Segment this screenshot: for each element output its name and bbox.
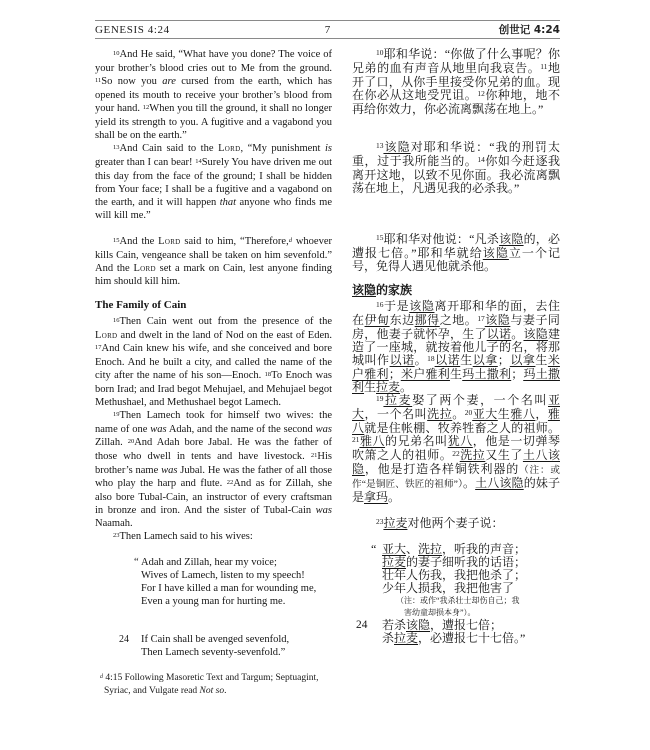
poetry-text: 拉麦的妻子细听我的话语； (382, 555, 527, 569)
proper-noun-underline: 挪得 (414, 313, 440, 327)
italic-text: are (162, 76, 176, 87)
proper-noun-underline: 雅八 (359, 434, 386, 448)
verse-number: 16 (376, 300, 384, 310)
section-heading: The Family of Cain (95, 299, 187, 311)
verse-number: 16 (113, 316, 120, 324)
poetry-line (95, 646, 332, 659)
verse-number: 22 (452, 449, 460, 459)
proper-noun-underline: 以拿 (472, 353, 498, 367)
verse-number: 20 (464, 408, 473, 418)
verse-number: 20 (127, 437, 135, 445)
hanging-quote: “ (371, 542, 377, 556)
poetry-line (95, 556, 332, 569)
italic-text: was (315, 424, 332, 435)
verse-number: 12 (142, 103, 150, 111)
two-column-text (95, 48, 560, 697)
proper-noun-underline: 拉麦 (383, 516, 408, 530)
proper-noun-underline: 以诺 (434, 353, 461, 367)
proper-noun-underline: 该隐 (406, 618, 431, 632)
proper-noun-underline: 拉麦 (376, 380, 401, 394)
proper-noun-underline: 亚大 (472, 407, 498, 421)
poetry-line (95, 633, 332, 646)
verse-number: 17 (477, 314, 485, 324)
lord-smallcaps: Lord (218, 143, 241, 154)
poetry-line (95, 569, 332, 582)
lord-smallcaps: Lord (158, 236, 181, 247)
poetry-text: Then Lamech seventy-sevenfold.” (141, 647, 286, 658)
italic-text: Not so (199, 685, 225, 696)
verse-number: 19 (113, 410, 120, 418)
italic-text: was (161, 465, 178, 476)
inline-note: 害幼童却损本身”）。 (404, 608, 476, 617)
verse-number: 18 (427, 354, 435, 364)
paragraph: $^{10}$And He said, “What have you done? The voice of your brother’s blood cries out to Me from the ground. $^{11}$So now you are cursed from the earth, which has opened its mouth to receive your brother’s blood from your hand. $^{12}$When you till the ground, it shall no longer yield its strength to you. A fugitive and a vagabond you shall be on the earth.” (95, 49, 332, 141)
proper-noun-underline: 该隐 (352, 283, 377, 297)
english-column (95, 48, 332, 697)
proper-noun-underline: 该隐 (383, 140, 411, 154)
proper-noun-underline: 拉麦 (394, 631, 419, 645)
poetry-text (396, 595, 520, 606)
page-number: 7 (324, 23, 331, 36)
poetry-text (404, 607, 476, 618)
proper-noun-underline: 该隐 (523, 327, 548, 341)
paragraph: $^{13}$该隐对耶和华说：“我的刑罚太重，过于我所能当的。$^{14}$你如今赶逐我离开这地，以致不见你面。我必流离飘荡在地上，凡遇见我的必杀我。” (352, 140, 560, 195)
italic-text: was (150, 424, 167, 435)
inline-note: （注：或作“我杀壮士却伤自己；我 (396, 596, 520, 605)
proper-noun-underline: 洗拉 (427, 407, 453, 421)
chinese-column (352, 48, 560, 697)
poetry-line (352, 582, 560, 595)
paragraph: $^{15}$And the Lord said to him, “Therefore,$^d$ whoever kills Cain, vengeance shall be taken on him sevenfold.” And the Lord set a mark on Cain, lest anyone finding him should kill him. (95, 236, 332, 287)
verse-number: 17 (95, 343, 102, 351)
proper-noun-underline: 米户雅利 (400, 367, 450, 381)
proper-noun-underline: 拿玛 (364, 490, 389, 504)
header-book-reference-zh: 创世记 4:24 (498, 24, 560, 36)
paragraph: $^{13}$And Cain said to the Lord, “My punishment is greater than I can bear! $^{14}$Surely You have driven me out this day from the face of the ground; I shall be hidden from Your face; I shall be a fugitive and a vagabond on the earth, and it will happen that anyone who finds me will kill me.” (95, 143, 332, 221)
italic-text: that (219, 197, 237, 208)
paragraph: $^{23}$Then Lamech said to his wives: (113, 531, 253, 542)
poetry-text: Adah and Zillah, hear my voice; (141, 557, 277, 568)
poetry-text: 少年人损我，我把他害了 (382, 581, 515, 595)
proper-noun-underline: 以诺 (389, 353, 415, 367)
paragraph: $^{15}$耶和华对他说：“凡杀该隐的，必遭报七倍。”耶和华就给该隐立一个记号，免得人遇见他就杀他。 (352, 232, 560, 273)
poetry-text: 壮年人伤我，我把他杀了； (382, 568, 527, 582)
verse-number: 12 (477, 89, 485, 99)
proper-noun-underline: 亚大 (382, 542, 407, 556)
running-header (95, 20, 560, 39)
verse-number: 10 (376, 48, 384, 58)
verse-number: 21 (352, 435, 360, 445)
paragraph: $^{16}$Then Cain went out from the presence of the Lord and dwelt in the land of Nod on the east of Eden. $^{17}$And Cain knew his wife, and she conceived and bore Enoch. And he built a city, and called the name of the city after the name of his son—Enoch. $^{18}$To Enoch was born Irad; and Irad begot Mehujael, and Mehujael begot Methushael, and Methushael begot Lamech. (95, 316, 332, 408)
paragraph: $^{23}$拉麦对他两个妻子说： (376, 516, 504, 530)
poetry-text: 若杀该隐，遭报七倍； (382, 618, 503, 632)
proper-noun-underline: 玛土撒利 (462, 367, 512, 381)
verse-number: 11 (95, 76, 102, 84)
section-heading: 该隐的家族 (352, 283, 413, 297)
verse-number: 15 (376, 233, 384, 243)
poetry-line (95, 595, 332, 608)
verse-number: 18 (264, 370, 272, 378)
proper-noun-underline: 洗拉 (459, 448, 486, 462)
italic-text: was (315, 505, 332, 516)
verse-number: 13 (113, 143, 120, 151)
hanging-quote: “ (134, 557, 139, 568)
footnote-marker: d (288, 236, 292, 244)
verse-number: 14 (477, 155, 485, 165)
verse-number: 14 (195, 157, 202, 165)
poetry-text: For I have killed a man for wounding me, (141, 583, 317, 594)
poetry-block (95, 556, 332, 659)
footnote: $^d$ 4:15 Following Masoretic Text and Targum; Septuagint, Syriac, and Vulgate read Not so. (100, 673, 319, 696)
proper-noun-underline: 雅八 (352, 407, 560, 435)
verse-number: 10 (113, 49, 120, 57)
poetry-text: 杀拉麦，必遭报七十七倍。” (382, 631, 526, 645)
verse-number: 24 (356, 619, 368, 631)
verse-number: 15 (113, 236, 120, 244)
proper-noun-underline: 米户雅利 (352, 353, 560, 381)
proper-noun-underline: 该隐 (484, 313, 511, 327)
proper-noun-underline: 该隐 (499, 232, 524, 246)
proper-noun-underline: 洗拉 (418, 542, 443, 556)
inline-note: （注：或作“是铜匠、铁匠的祖师”） (352, 465, 560, 490)
proper-noun-underline: 伊甸 (364, 313, 390, 327)
proper-noun-underline: 拉麦 (383, 393, 413, 407)
proper-noun-underline: 土八该隐 (475, 476, 524, 490)
italic-text: is (324, 143, 332, 154)
paragraph: $^{16}$于是该隐离开耶和华的面，去住在伊甸东边挪得之地。$^{17}$该隐与妻子同房，他妻子就怀孕，生了以诺。该隐建造了一座城，就按着他儿子的名，将那城叫作以诺。$^{18}$以诺生以拿；以拿生米户雅利；米户雅利生玛土撒利；玛土撒利生拉麦。 (352, 299, 560, 394)
verse-number: 22 (226, 478, 234, 486)
header-book-reference-en: GENESIS 4:24 (95, 23, 170, 36)
paragraph: $^{19}$Then Lamech took for himself two wives: the name of one was Adah, and the name of the second was Zillah. $^{20}$And Adah bore Jabal. He was the father of those who dwell in tents and have livestock. $^{21}$His brother’s name was Jubal. He was the father of all those who play the harp and flute. $^{22}$And as for Zillah, she also bore Tubal-Cain, an instructor of every craftsman in bronze and iron. And the sister of Tubal-Cain was Naamah. (95, 410, 333, 529)
verse-number: 23 (113, 531, 120, 539)
poetry-line (352, 595, 560, 607)
proper-noun-underline: 该隐 (409, 299, 435, 313)
proper-noun-underline: 雅八 (510, 407, 536, 421)
proper-noun-underline: 亚大 (352, 393, 560, 421)
verse-number: 24 (119, 634, 129, 645)
proper-noun-underline: 以拿 (509, 353, 536, 367)
proper-noun-underline: 玛土撒利 (352, 367, 560, 394)
footnote-marker: d (100, 673, 103, 680)
proper-noun-underline: 该隐 (482, 246, 509, 260)
poetry-block (352, 543, 560, 645)
proper-noun-underline: 犹八 (447, 434, 473, 448)
verse-number: 13 (376, 141, 384, 151)
verse-number: 23 (376, 517, 384, 527)
proper-noun-underline: 拉麦 (382, 555, 407, 569)
poetry-text: Even a young man for hurting me. (141, 596, 286, 607)
poetry-line (352, 632, 560, 645)
poetry-text: 亚大、洗拉，听我的声音； (382, 542, 527, 556)
poetry-text: Wives of Lamech, listen to my speech! (141, 570, 305, 581)
paragraph: $^{19}$拉麦娶了两个妻，一个名叫亚大，一个名叫洗拉。$^{20}$亚大生雅八，雅八就是住帐棚、牧养牲畜之人的祖师。$^{21}$雅八的兄弟名叫犹八，他是一切弹琴吹箫之人的祖师。$^{22}$洗拉又生了土八该隐，他是打造各样铜铁利器的（注：或作“是铜匠、铁匠的祖师”）。土八该隐的妹子是拿玛。 (352, 393, 560, 504)
proper-noun-underline: 以诺 (486, 327, 512, 341)
proper-noun-underline: 土八该隐 (352, 448, 560, 476)
paragraph: $^{10}$耶和华说：“你做了什么事呢？你兄弟的血有声音从地里向我哀告。$^{11}$地开了口，从你手里接受你兄弟的血。现在你必从这地受咒诅。$^{12}$你种地，地不再给你效力，你必流离飘荡在地上。” (352, 47, 560, 116)
poetry-text: If Cain shall be avenged sevenfold, (141, 634, 290, 645)
verse-number: 19 (376, 394, 384, 404)
poetry-line (95, 582, 332, 595)
verse-number: 11 (540, 62, 548, 72)
lord-smallcaps: Lord (95, 330, 118, 341)
lord-smallcaps: Lord (133, 263, 156, 274)
verse-number: 21 (310, 451, 318, 459)
